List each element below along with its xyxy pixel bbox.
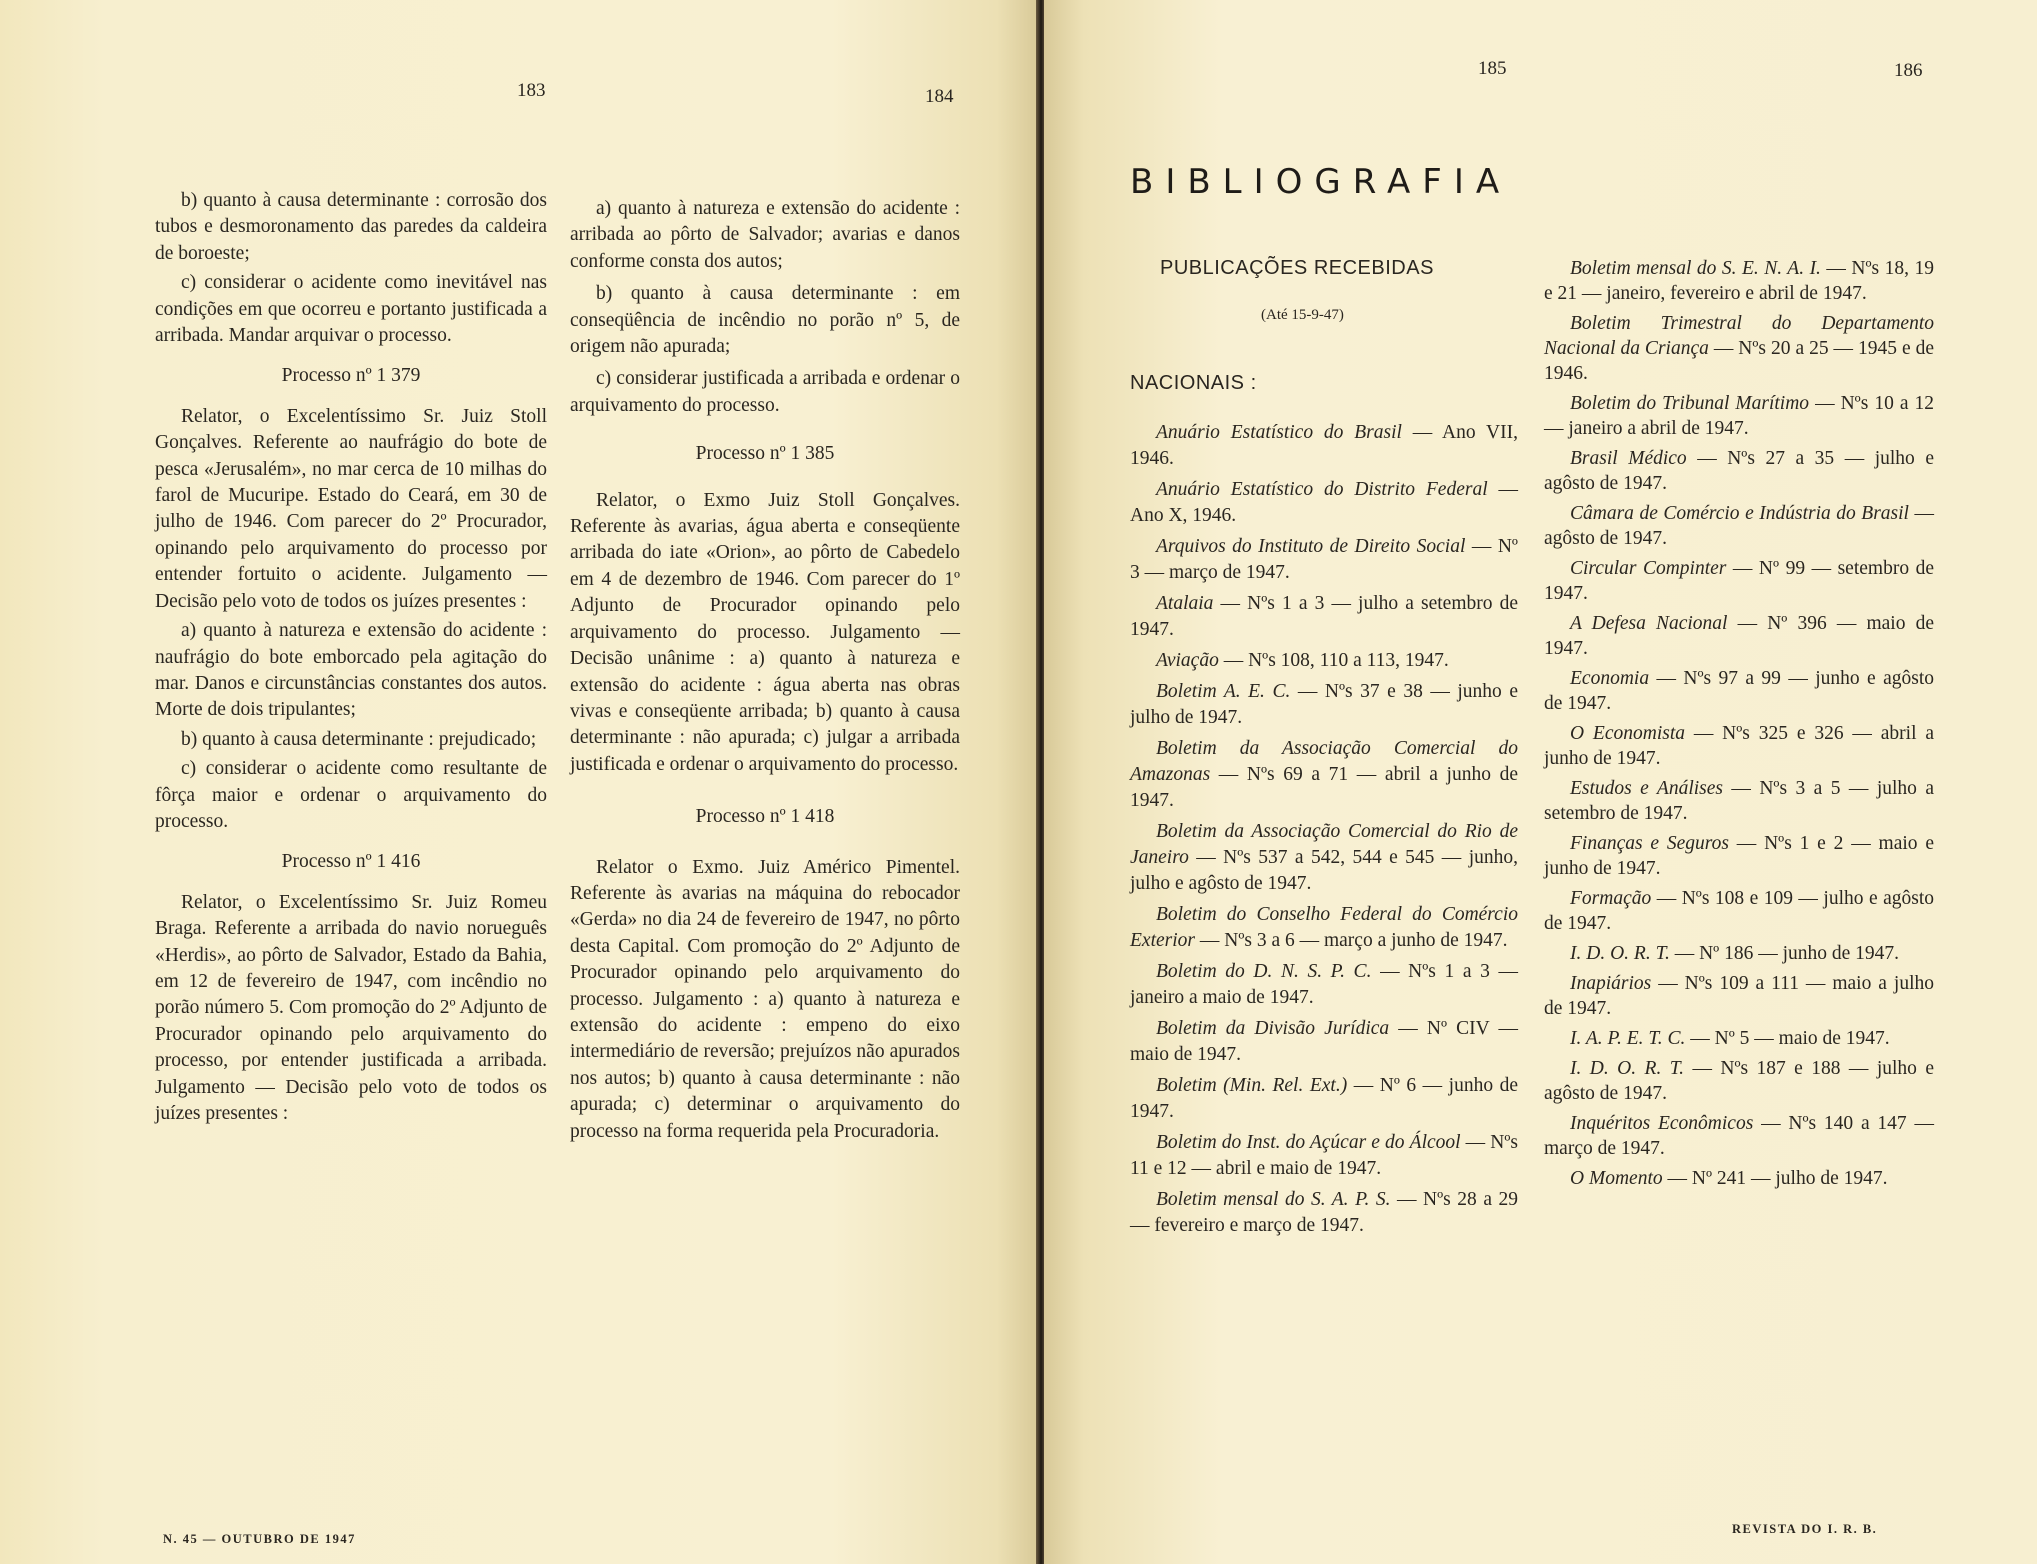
bibliography-entry: Boletim da Associação Comercial do Amazonas — Nºs 69 a 71 — abril a junho de 1947.: [1130, 738, 1518, 811]
paragraph: Relator, o Excelentíssimo Sr. Juiz Stoll Gonçalves. Referente ao naufrágio do bote de pesca «Jerusalém», no mar cerca de 10 milhas do farol de Mucuripe. Estado do Ceará, em 30 de julho de 1946. Com parecer do 2º Procurador, opinando pelo arquivamento do processo por entender fortuito o acidente. Julgamento — Decisão pelo voto de todos os juízes presentes :: [155, 405, 547, 612]
bibliography-column-2: [1544, 256, 1934, 1196]
bibliography-entry: O Momento — Nº 241 — julho de 1947.: [1570, 1168, 1888, 1189]
paragraph: c) considerar o acidente como resultante de fôrça maior e ordenar o arquivamento do processo.: [155, 758, 547, 832]
bibliography-entry: Aviação — Nºs 108, 110 a 113, 1947.: [1156, 650, 1449, 671]
right-page: [1044, 0, 2037, 1564]
page-number-185: 185: [1478, 58, 1507, 79]
left-footer: N. 45 — OUTUBRO DE 1947: [163, 1532, 356, 1546]
paragraph: b) quanto à causa determinante : em conseqüência de incêndio no porão nº 5, de origem não apurada;: [570, 283, 960, 358]
bibliography-entry: I. D. O. R. T. — Nº 186 — junho de 1947.: [1570, 943, 1900, 964]
paragraph: c) considerar justificada a arribada e ordenar o arquivamento do processo.: [570, 368, 960, 416]
bibliography-entry: Boletim da Associação Comercial do Rio de Janeiro — Nºs 537 a 542, 544 e 545 — junho, julho e agôsto de 1947.: [1130, 821, 1518, 894]
page-number-184: 184: [925, 86, 954, 107]
right-footer: REVISTA DO I. R. B.: [1732, 1522, 1878, 1536]
bibliography-entry: Anuário Estatístico do Brasil — Ano VII, 1946.: [1130, 422, 1518, 469]
bibliography-entry: I. A. P. E. T. C. — Nº 5 — maio de 1947.: [1570, 1028, 1890, 1049]
page-number-183: 183: [517, 80, 546, 101]
bibliography-entry: Boletim do Inst. do Açúcar e do Álcool — Nºs 11 e 12 — abril e maio de 1947.: [1130, 1132, 1518, 1179]
bibliography-entry: I. D. O. R. T. — Nºs 187 e 188 — julho e agôsto de 1947.: [1544, 1058, 1934, 1104]
bibliography-entry: O Economista — Nºs 325 e 326 — abril a junho de 1947.: [1544, 723, 1934, 769]
bibliography-entry: Boletim mensal do S. A. P. S. — Nºs 28 a 29 — fevereiro e março de 1947.: [1130, 1189, 1518, 1236]
bibliography-entry: Boletim A. E. C. — Nºs 37 e 38 — junho e julho de 1947.: [1130, 681, 1518, 728]
bibliography-entry: Brasil Médico — Nºs 27 a 35 — julho e agôsto de 1947.: [1544, 448, 1934, 494]
bibliography-entry: Câmara de Comércio e Indústria do Brasil — agôsto de 1947.: [1544, 503, 1935, 549]
left-column-1: [155, 188, 547, 1130]
paragraph: Relator, o Excelentíssimo Sr. Juiz Romeu Braga. Referente a arribada do navio norueguês «Herdis», ao pôrto de Salvador, Estado da Bahia, em 12 de fevereiro de 1947, com incêndio no porão número 5. Com promoção do 2º Adjunto de Procurador opinando pelo arquivamento do processo, por entender justificada a arribada. Julgamento — Decisão pelo voto de todos os juízes presentes :: [155, 891, 547, 1124]
bibliography-entry: Boletim do Conselho Federal do Comércio Exterior — Nºs 3 a 6 — março a junho de 1947.: [1130, 904, 1518, 951]
process-heading: Processo nº 1 379: [281, 365, 421, 387]
paragraph: Relator o Exmo. Juiz Américo Pimentel. Referente às avarias na máquina do rebocador «Gerda» no dia 24 de fevereiro de 1947, no pôrto desta Capital. Com promoção do 2º Adjunto de Procurador opinando pelo arquivamento do processo. Julgamento : a) quanto à natureza e extensão do acidente : empeno do eixo intermediário de reversão; prejuízos não apurados nos autos; b) quanto à causa determinante : não apurada; c) determinar o arquivamento do processo na forma requerida pela Procuradoria.: [570, 856, 960, 1142]
bibliography-entry: A Defesa Nacional — Nº 396 — maio de 1947.: [1544, 613, 1934, 659]
left-column-2: [570, 196, 960, 1148]
section-label: NACIONAIS :: [1130, 372, 1257, 394]
process-heading: Processo nº 1 385: [695, 443, 835, 465]
bibliography-entry: Inapiários — Nºs 109 a 111 — maio a julho de 1947.: [1544, 973, 1934, 1019]
bibliography-entry: Boletim (Min. Rel. Ext.) — Nº 6 — junho de 1947.: [1130, 1075, 1518, 1122]
bibliography-entry: Boletim do Tribunal Marítimo — Nºs 10 a 12 — janeiro a abril de 1947.: [1544, 393, 1935, 439]
paragraph: b) quanto à causa determinante : prejudicado;: [181, 728, 537, 750]
bibliography-entry: Boletim mensal do S. E. N. A. I. — Nºs 18, 19 e 21 — janeiro, fevereiro e abril de 1947.: [1544, 258, 1934, 304]
process-heading: Processo nº 1 416: [281, 851, 421, 873]
paragraph: a) quanto à natureza e extensão do acidente : arribada ao pôrto de Salvador; avarias e danos conforme consta dos autos;: [570, 198, 960, 272]
bibliography-column-1: [1130, 420, 1518, 1244]
bibliography-entry: Anuário Estatístico do Distrito Federal — Ano X, 1946.: [1130, 479, 1518, 526]
bibliography-entry: Formação — Nºs 108 e 109 — julho e agôsto de 1947.: [1544, 888, 1934, 934]
bibliography-entry: Finanças e Seguros — Nºs 1 e 2 — maio e junho de 1947.: [1544, 833, 1934, 879]
bibliography-entry: Economia — Nºs 97 a 99 — junho e agôsto de 1947.: [1544, 668, 1934, 714]
bibliography-entry: Boletim da Divisão Jurídica — Nº CIV — maio de 1947.: [1130, 1018, 1518, 1065]
paragraph: Relator, o Exmo Juiz Stoll Gonçalves. Referente às avarias, água aberta e conseqüente arribada do iate «Orion», ao pôrto de Cabedelo em 4 de dezembro de 1946. Com parecer do 1º Adjunto de Procurador opinando pelo arquivamento do processo. Julgamento — Decisão unânime : a) quanto à natureza e extensão do acidente : água aberta nas obras vivas e conseqüente arribada; b) quanto à causa determinante : não apurada; c) julgar a arribada justificada e ordenar o arquivamento do processo.: [570, 489, 960, 775]
page-number-186: 186: [1894, 60, 1923, 81]
bibliography-entry: Arquivos do Instituto de Direito Social — Nº 3 — março de 1947.: [1130, 536, 1518, 583]
paragraph: a) quanto à natureza e extensão do acidente : naufrágio do bote emborcado pela agitação do mar. Danos e circunstâncias constantes dos autos. Morte de dois tripulantes;: [155, 620, 547, 721]
section-title: BIBLIOGRAFIA: [1130, 162, 1512, 202]
bibliography-entry: Inquéritos Econômicos — Nºs 140 a 147 — março de 1947.: [1544, 1113, 1934, 1159]
paragraph: c) considerar o acidente como inevitável nas condições em que ocorreu e portanto justificada a arribada. Mandar arquivar o processo.: [155, 272, 547, 347]
bibliography-entry: Boletim Trimestral do Departamento Nacional da Criança — Nºs 20 a 25 — 1945 e de 1946.: [1544, 313, 1934, 384]
bibliography-entry: Boletim do D. N. S. P. C. — Nºs 1 a 3 — janeiro a maio de 1947.: [1130, 961, 1518, 1008]
bibliography-entry: Atalaia — Nºs 1 a 3 — julho a setembro de 1947.: [1130, 593, 1518, 640]
process-heading: Processo nº 1 418: [695, 806, 835, 828]
paragraph: b) quanto à causa determinante : corrosão dos tubos e desmoronamento das paredes da caldeira de boroeste;: [155, 190, 547, 264]
bibliography-entry: Estudos e Análises — Nºs 3 a 5 — julho a setembro de 1947.: [1544, 778, 1935, 824]
bibliography-entry: Circular Compinter — Nº 99 — setembro de 1947.: [1544, 558, 1934, 604]
date-note: (Até 15-9-47): [1261, 307, 1344, 323]
subtitle: PUBLICAÇÕES RECEBIDAS: [1160, 257, 1434, 279]
